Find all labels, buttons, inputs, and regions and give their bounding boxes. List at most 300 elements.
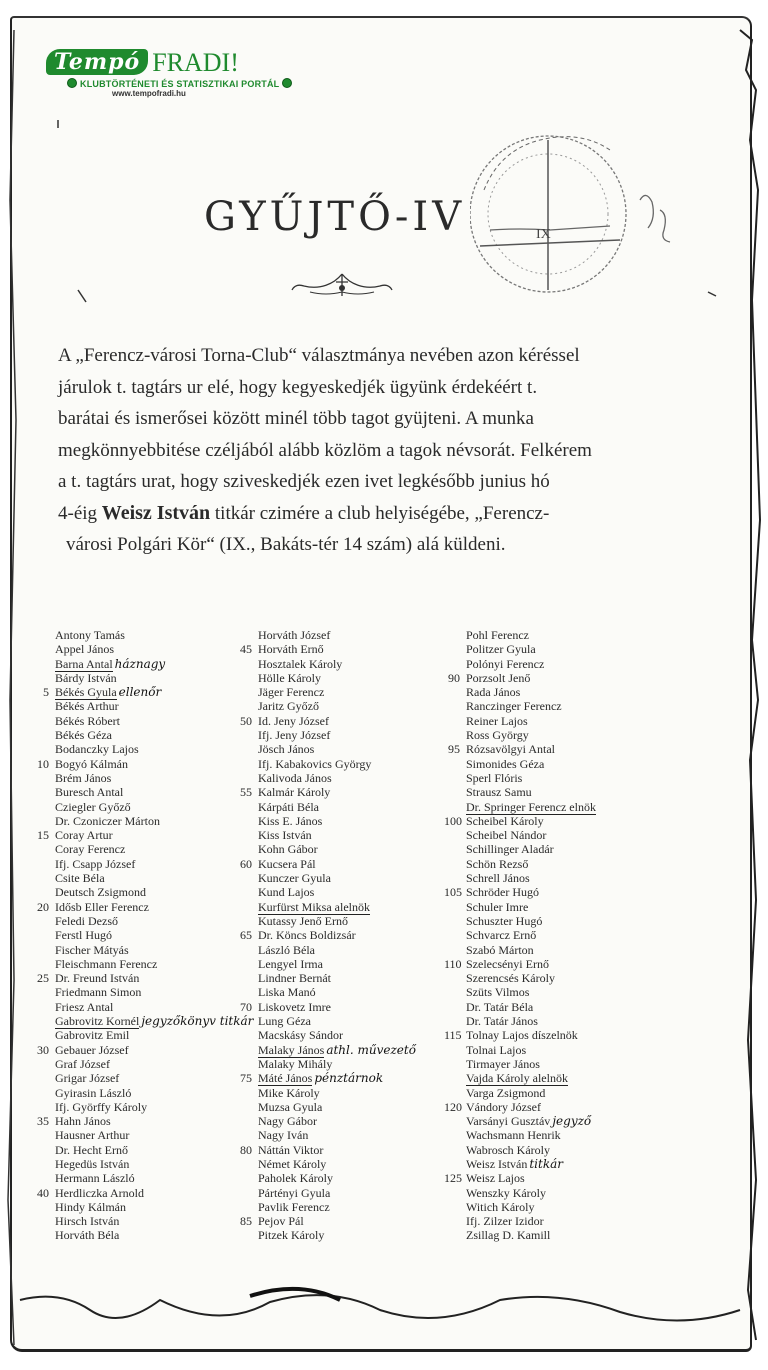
member-name: Lengyel Irma (258, 956, 323, 971)
member-name: Dr. Tatár János (466, 1014, 538, 1029)
member-row (466, 943, 596, 957)
member-row (240, 713, 416, 728)
member-row (258, 1043, 416, 1057)
member-row (37, 1185, 253, 1200)
member-row (466, 1228, 596, 1242)
request-paragraph (58, 340, 698, 561)
member-row (466, 971, 596, 985)
member-name: Pejov Pál (258, 1214, 304, 1229)
member-number: 90 (448, 670, 460, 685)
member-row (444, 1171, 596, 1186)
member-list-column-2 (240, 628, 416, 1243)
member-row (258, 985, 416, 999)
member-name: Gabrovitz Kornél (55, 1014, 140, 1029)
member-name: Witich Károly (466, 1199, 535, 1214)
member-name: Herdliczka Arnold (55, 1185, 144, 1200)
member-name: Schuler Imre (466, 899, 529, 914)
member-name: Politzer Gyula (466, 642, 536, 657)
member-name: Szüts Vilmos (466, 985, 530, 1000)
member-row (258, 943, 416, 957)
member-row (258, 1128, 416, 1142)
member-name: Kárpáti Béla (258, 799, 319, 814)
member-name: Muzsa Gyula (258, 1099, 323, 1114)
logo-fradi-text: FRADI! (152, 48, 239, 77)
member-row (466, 628, 596, 642)
member-name: Dr. Hecht Ernő (55, 1142, 128, 1157)
member-row (55, 699, 253, 713)
member-row (55, 1143, 253, 1157)
member-row (448, 742, 596, 757)
member-name: Kalmár Károly (258, 785, 331, 800)
member-row (240, 1071, 416, 1086)
member-name: Cziegler Győző (55, 799, 131, 814)
member-name: Náttán Viktor (258, 1142, 324, 1157)
member-name: Hosztalek Károly (258, 656, 343, 671)
member-row (258, 842, 416, 856)
member-row (55, 714, 253, 728)
member-row (258, 1014, 416, 1028)
member-name: Ranczinger Ferencz (466, 699, 562, 714)
member-name: Schillinger Aladár (466, 842, 554, 857)
member-name: Dr. Springer Ferencz elnök (466, 799, 596, 814)
member-name: Schrell János (466, 871, 530, 886)
member-name: Gabrovitz Emil (55, 1028, 130, 1043)
ornament-flourish-icon (290, 270, 394, 298)
member-name: Szabó Márton (466, 942, 534, 957)
member-row (258, 800, 416, 814)
member-row (37, 756, 253, 771)
member-name: Scheibel Nándor (466, 828, 547, 843)
member-name: Gebauer József (55, 1042, 129, 1057)
member-row (466, 1143, 596, 1157)
member-name: Horváth Béla (55, 1228, 120, 1243)
member-row (37, 899, 253, 914)
member-row (37, 1114, 253, 1129)
member-row (258, 1114, 416, 1128)
member-row (466, 1014, 596, 1028)
member-name: Kalivoda János (258, 770, 332, 785)
member-row (466, 1214, 596, 1228)
member-name: Barna Antal (55, 656, 113, 671)
member-name: Nagy Gábor (258, 1114, 317, 1129)
member-row (466, 985, 596, 999)
member-row (466, 771, 596, 785)
member-row (466, 728, 596, 742)
member-number: 10 (37, 756, 49, 771)
member-name: Polónyi Ferencz (466, 656, 545, 671)
member-number: 65 (240, 928, 252, 943)
member-row (466, 900, 596, 914)
member-row (466, 1157, 596, 1171)
member-name: Ferstl Hugó (55, 928, 112, 943)
member-number: 40 (37, 1185, 49, 1200)
member-name: Liska Manó (258, 985, 316, 1000)
member-row (466, 714, 596, 728)
member-row (55, 857, 253, 871)
member-name: Dr. Freund István (55, 971, 140, 986)
member-row (444, 813, 596, 828)
member-row (444, 956, 596, 971)
member-name: Rada János (466, 685, 521, 700)
paragraph-line: barátai és ismerősei között minél több tagot gyüjteni. A munka (58, 408, 534, 429)
member-row (258, 1057, 416, 1071)
member-row (55, 671, 253, 685)
member-row (55, 1200, 253, 1214)
member-row (466, 1000, 596, 1014)
member-row (258, 971, 416, 985)
member-row (55, 928, 253, 942)
member-row (466, 657, 596, 671)
member-name: Zsillag D. Kamill (466, 1228, 551, 1243)
member-row (37, 1042, 253, 1057)
member-name: Paholek Károly (258, 1171, 333, 1186)
member-name: Brém János (55, 770, 112, 785)
member-row (258, 914, 416, 928)
member-row (258, 1186, 416, 1200)
member-row (258, 1171, 416, 1185)
member-name: Coray Ferencz (55, 842, 126, 857)
member-row (258, 742, 416, 756)
member-list-column-1 (37, 628, 254, 1243)
member-name: Reiner Lajos (466, 713, 528, 728)
postmark-stamp-icon (470, 110, 700, 310)
member-number: 20 (37, 899, 49, 914)
member-name: Strausz Samu (466, 785, 532, 800)
member-name: László Béla (258, 942, 315, 957)
member-number: 95 (448, 742, 460, 757)
member-row (258, 871, 416, 885)
member-row (466, 1128, 596, 1142)
member-row (258, 1228, 416, 1242)
member-name: Német Károly (258, 1156, 327, 1171)
member-number: 75 (240, 1071, 252, 1086)
football-icon (282, 78, 292, 88)
member-row (466, 1186, 596, 1200)
member-number: 5 (43, 685, 49, 700)
member-name: Kucsera Pál (258, 856, 316, 871)
stamp-text: IX (536, 227, 551, 242)
member-name: Ifj. Jeny József (258, 728, 331, 743)
member-row (466, 1043, 596, 1057)
member-name: Csite Béla (55, 871, 105, 886)
member-row (37, 971, 253, 986)
member-row (55, 914, 253, 928)
member-row (55, 814, 253, 828)
member-row (466, 685, 596, 699)
member-row (466, 642, 596, 656)
member-name: Feledi Dezső (55, 913, 118, 928)
member-row (466, 914, 596, 928)
member-name: Malaky János (258, 1042, 325, 1057)
member-row (55, 728, 253, 742)
member-number: 110 (444, 956, 462, 971)
member-name: Rózsavölgyi Antal (466, 742, 555, 757)
member-number: 115 (444, 1028, 462, 1043)
member-name: Fleischmann Ferencz (55, 956, 158, 971)
member-row (55, 1057, 253, 1071)
member-name: Kiss E. János (258, 813, 323, 828)
member-row (258, 885, 416, 899)
member-name: Mike Károly (258, 1085, 320, 1100)
member-number: 105 (444, 885, 462, 900)
member-row (55, 885, 253, 899)
member-name: Horváth Ernő (258, 642, 324, 657)
member-number: 70 (240, 999, 252, 1014)
member-row (55, 785, 253, 799)
member-row (444, 1099, 596, 1114)
member-name: Buresch Antal (55, 785, 124, 800)
member-number: 60 (240, 856, 252, 871)
member-number: 120 (444, 1099, 462, 1114)
member-name: Coray Artur (55, 828, 113, 843)
tempo-fradi-logo[interactable] (46, 48, 280, 98)
member-name: Békés Gyula (55, 685, 117, 700)
member-row (240, 856, 416, 871)
member-name: Pitzek Károly (258, 1228, 325, 1243)
paragraph-line: megkönnyebbitése czéljából alább közlöm a tagok névsorát. Felkérem (58, 439, 592, 461)
member-row (240, 642, 416, 657)
member-name: Máté János (258, 1071, 313, 1086)
member-row (258, 1100, 416, 1114)
member-name: Pohl Ferencz (466, 628, 529, 642)
member-name: Tirmayer János (466, 1056, 540, 1071)
member-row (55, 943, 253, 957)
member-name: Kund Lajos (258, 885, 315, 900)
member-row (55, 842, 253, 856)
member-row (258, 957, 416, 971)
member-number: 100 (444, 813, 462, 828)
member-row (55, 1000, 253, 1014)
member-name: Wachsmann Henrik (466, 1128, 561, 1143)
member-name: Vándory József (466, 1099, 541, 1114)
member-row (55, 1128, 253, 1142)
logo-tempo-text: Tempó (46, 49, 148, 75)
member-name: Ifj. Zilzer Izidor (466, 1214, 544, 1229)
member-name: Deutsch Zsigmond (55, 885, 146, 900)
member-row (240, 1214, 416, 1229)
member-name: Liskovetz Imre (258, 999, 331, 1014)
member-row (55, 1071, 253, 1085)
member-name: Jäger Ferencz (258, 685, 325, 700)
paragraph-line: járulok t. tagtárs ur elé, hogy kegyeskedjék ügyünk érdekéért t. (58, 376, 538, 398)
member-name: Wabrosch Károly (466, 1142, 551, 1157)
member-row (466, 928, 596, 942)
member-row (258, 657, 416, 671)
member-row (466, 857, 596, 871)
member-name: Scheibel Károly (466, 813, 544, 828)
member-row (258, 671, 416, 685)
member-row (55, 628, 253, 642)
member-number: 35 (37, 1114, 49, 1129)
member-name: Schvarcz Ernő (466, 928, 537, 943)
member-row (466, 785, 596, 799)
member-name: Hermann László (55, 1171, 135, 1186)
member-row (444, 1028, 596, 1043)
member-name: Id. Jeny József (258, 713, 329, 728)
member-name: Békés Róbert (55, 713, 120, 728)
member-row (258, 1086, 416, 1100)
member-name: Hindy Kálmán (55, 1199, 126, 1214)
member-row (55, 642, 253, 656)
member-row (55, 657, 253, 671)
member-row (258, 900, 416, 914)
member-name: Kunczer Gyula (258, 871, 331, 886)
page-title: GYŰJTŐ-IV (204, 194, 466, 240)
member-row (55, 1214, 253, 1228)
member-row (444, 885, 596, 900)
member-number: 15 (37, 828, 49, 843)
member-name: Tolnai Lajos (466, 1042, 527, 1057)
member-name: Macskásy Sándor (258, 1028, 343, 1043)
member-row (466, 1200, 596, 1214)
member-row (258, 1200, 416, 1214)
paragraph-line: A „Ferencz-városi Torna-Club“ választmánya nevében azon kéréssel (58, 345, 580, 366)
member-row (55, 871, 253, 885)
member-row (258, 1028, 416, 1042)
member-name: Dr. Tatár Béla (466, 999, 534, 1014)
member-name: Pavlik Ferencz (258, 1199, 330, 1214)
member-name: Schuszter Hugó (466, 913, 543, 928)
handwritten-role-note: athl. művezető (326, 1042, 416, 1057)
member-row (258, 828, 416, 842)
member-name: Hausner Arthur (55, 1128, 130, 1143)
member-row (258, 814, 416, 828)
member-name: Tolnay Lajos díszelnök (466, 1028, 578, 1043)
member-row (258, 771, 416, 785)
member-number: 25 (37, 971, 49, 986)
member-number: 50 (240, 713, 252, 728)
member-name: Idősb Eller Ferencz (55, 899, 149, 914)
football-icon (67, 78, 77, 88)
member-name: Békés Géza (55, 728, 112, 743)
paragraph-line: 4-éig Weisz István titkár czimére a club helyiségébe, „Ferencz- (58, 501, 550, 524)
member-row (55, 742, 253, 756)
member-name: Graf József (55, 1056, 110, 1071)
logo-url[interactable]: www.tempofradi.hu (112, 89, 186, 98)
member-name: Porzsolt Jenő (466, 670, 531, 685)
member-row (466, 1071, 596, 1085)
member-number: 55 (240, 785, 252, 800)
member-name: Hegedüs István (55, 1156, 130, 1171)
logo-subtitle: KLUBTÖRTÉNETI ÉS STATISZTIKAI PORTÁL (64, 78, 295, 89)
member-name: Nagy Iván (258, 1128, 309, 1143)
member-name: Kiss István (258, 828, 312, 843)
member-row (258, 699, 416, 713)
member-name: Weisz Lajos (466, 1171, 525, 1186)
member-name: Malaky Mihály (258, 1056, 333, 1071)
member-row (258, 628, 416, 642)
member-row (55, 957, 253, 971)
member-name: Varga Zsigmond (466, 1085, 546, 1100)
member-name: Pártényi Gyula (258, 1185, 331, 1200)
member-name: Kohn Gábor (258, 842, 318, 857)
handwritten-role-note: jegyzőkönyv titkár (141, 1014, 254, 1029)
member-row (466, 828, 596, 842)
member-name: Ifj. Györffy Károly (55, 1099, 148, 1114)
member-row (466, 757, 596, 771)
member-number: 30 (37, 1042, 49, 1057)
member-name: Weisz István (466, 1156, 528, 1171)
member-row (240, 1142, 416, 1157)
member-name: Ifj. Csapp József (55, 856, 136, 871)
member-name: Fischer Mátyás (55, 942, 129, 957)
member-row (448, 670, 596, 685)
member-number: 45 (240, 642, 252, 657)
paragraph-line: városi Polgári Kör“ (IX., Bakáts-tér 14 szám) alá küldeni. (66, 534, 506, 555)
member-row (43, 685, 253, 700)
member-row (258, 1157, 416, 1171)
member-name: Vajda Károly alelnök (466, 1071, 568, 1086)
member-list-column-3 (444, 628, 596, 1243)
member-name: Dr. Köncs Boldizsár (258, 928, 356, 943)
member-name: Grigar József (55, 1071, 120, 1086)
member-row (55, 800, 253, 814)
member-name: Jaritz Győző (258, 699, 319, 714)
member-name: Bárdy István (55, 670, 117, 685)
member-row (258, 685, 416, 699)
handwritten-role-note: titkár (529, 1156, 564, 1171)
member-row (240, 785, 416, 800)
member-name: Simonides Géza (466, 756, 545, 771)
member-row (466, 1086, 596, 1100)
member-name: Sperl Flóris (466, 770, 523, 785)
member-name: Varsányi Gusztáv (466, 1114, 551, 1129)
member-name: Horváth József (258, 628, 331, 642)
member-row (55, 1014, 253, 1028)
member-row (466, 1057, 596, 1071)
member-row (55, 1171, 253, 1185)
member-name: Lindner Bernát (258, 971, 331, 986)
member-name: Friedmann Simon (55, 985, 142, 1000)
member-name: Kurfürst Miksa alelnök (258, 899, 370, 914)
paragraph-line: a t. tagtárs urat, hogy sziveskedjék ezen ivet legkésőbb junius hó (58, 471, 550, 492)
member-row (55, 1157, 253, 1171)
member-row (466, 871, 596, 885)
member-name: Bogyó Kálmán (55, 756, 128, 771)
member-name: Jösch János (258, 742, 315, 757)
member-name: Ifj. Kabakovics György (258, 756, 372, 771)
member-name: Antony Tamás (55, 628, 125, 642)
member-number: 125 (444, 1171, 462, 1186)
member-number: 80 (240, 1142, 252, 1157)
member-row (240, 928, 416, 943)
member-name: Hirsch István (55, 1214, 120, 1229)
member-name: Friesz Antal (55, 999, 114, 1014)
member-row (258, 728, 416, 742)
handwritten-role-note: ellenőr (118, 685, 162, 700)
member-name: Szerencsés Károly (466, 971, 555, 986)
member-row (55, 1086, 253, 1100)
member-name: Ross György (466, 728, 529, 743)
member-row (55, 1100, 253, 1114)
member-row (466, 842, 596, 856)
member-name: Kutassy Jenő Ernő (258, 913, 348, 928)
member-name: Wenszky Károly (466, 1185, 547, 1200)
member-row (55, 1228, 253, 1242)
handwritten-role-note: jegyző (552, 1114, 592, 1129)
member-row (55, 771, 253, 785)
handwritten-role-note: háznagy (114, 656, 166, 671)
member-number: 85 (240, 1214, 252, 1229)
member-row (55, 985, 253, 999)
member-row (466, 699, 596, 713)
member-name: Hölle Károly (258, 670, 321, 685)
member-name: Hahn János (55, 1114, 111, 1129)
member-row (466, 1114, 596, 1128)
member-name: Schön Rezső (466, 856, 529, 871)
member-row (37, 828, 253, 843)
member-row (55, 1028, 253, 1042)
